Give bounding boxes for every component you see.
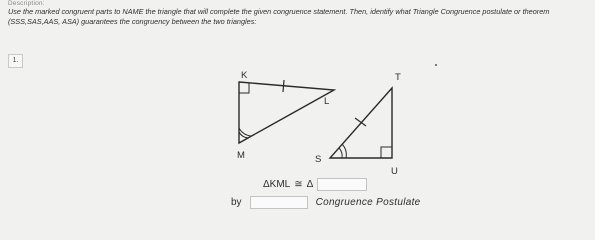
section-label: Description: [8,0,45,7]
postulate-row [231,196,421,209]
statement-left: ΔKML [263,179,291,190]
right-angle-u [381,147,392,158]
vertex-l-label: L [324,96,330,107]
postulate-answer-field[interactable] [250,196,308,209]
triangle-kml [239,82,334,143]
triangle-answer-field[interactable] [317,178,367,191]
congruence-statement [263,178,367,191]
triangle-symbol: Δ [306,179,314,190]
postulate-suffix: Congruence Postulate [315,197,421,208]
tick-kl [283,80,284,92]
right-angle-k [239,83,249,93]
instructions-text: Use the marked congruent parts to NAME the triangle that will complete the given congruence statement. Then, identify what Triangle Congruence postulate or theorem (SSS,SAS,AAS, ASA) guarantees the congruency between the two triangles: [8,7,550,26]
vertex-k-label: K [241,70,248,81]
by-label: by [231,197,242,208]
vertex-u-label: U [391,166,398,177]
question-number: 1. [8,54,23,68]
congruent-symbol: ≅ [294,179,303,190]
vertex-t-label: T [395,72,401,83]
vertex-m-label: M [237,150,245,161]
vertex-s-label: S [315,154,322,165]
angle-arc-s-1 [339,148,342,158]
